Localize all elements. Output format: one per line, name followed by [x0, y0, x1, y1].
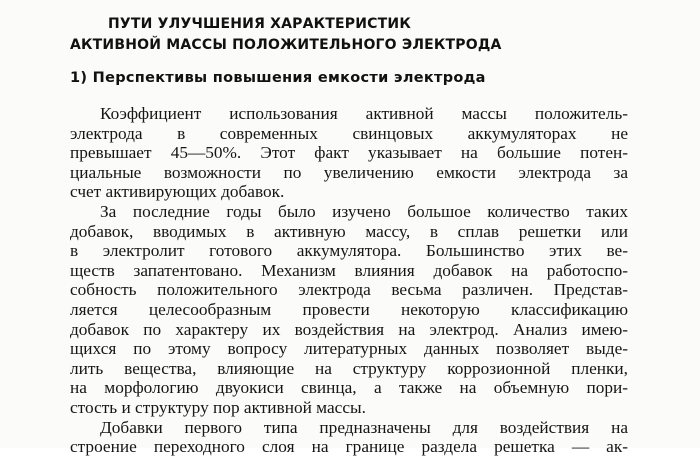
- text-line: собность положительного электрода весьма различен. Представ-: [70, 280, 628, 300]
- text-line: добавок по характеру их воздействия на электрод. Анализ имею-: [70, 319, 628, 339]
- text-line: превышает 45—50%. Этот факт указывает на большие потен-: [70, 143, 628, 163]
- text-line: ляется целесообразным провести некоторую классификацию: [70, 299, 628, 319]
- text-line: электрода в современных свинцовых аккумуляторах не: [70, 123, 628, 143]
- text-line: стость и структуру пор активной массы.: [70, 397, 366, 417]
- text-line: в электролит готового аккумулятора. Большинство этих ве-: [70, 241, 628, 261]
- text-line: За последние годы было изучено большое количество таких: [100, 201, 628, 221]
- text-line: лить вещества, влияющие на структуру коррозионной пленки,: [70, 358, 628, 378]
- text-line: добавок, вводимых в активную массу, в сплав решетки или: [70, 221, 628, 241]
- section-heading-line-1: ПУТИ УЛУЧШЕНИЯ ХАРАКТЕРИСТИК: [108, 16, 411, 32]
- text-line: ществ запатентовано. Механизм влияния добавок на работоспо-: [70, 260, 628, 280]
- section-heading: [70, 14, 630, 56]
- text-line: строение переходного слоя на границе раздела решетка — ак-: [70, 437, 628, 457]
- subsection-heading: 1) Перспективы повышения емкости электрода: [70, 70, 486, 86]
- text-line: Коэффициент использования активной массы положитель-: [100, 104, 628, 123]
- text-line: счет активирующих добавок.: [70, 182, 285, 202]
- section-heading-line-2: АКТИВНОЙ МАССЫ ПОЛОЖИТЕЛЬНОГО ЭЛЕКТРОДА: [70, 37, 502, 53]
- text-line: щихся по этому вопросу литературных данных позволяет выде-: [70, 339, 628, 359]
- body-text: [70, 104, 628, 457]
- text-line: циальные возможности по увеличению емкости электрода за: [70, 162, 628, 182]
- text-line: Добавки первого типа предназначены для воздействия на: [100, 417, 628, 437]
- text-line: на морфологию двуокиси свинца, а также на объемную пори-: [70, 378, 628, 398]
